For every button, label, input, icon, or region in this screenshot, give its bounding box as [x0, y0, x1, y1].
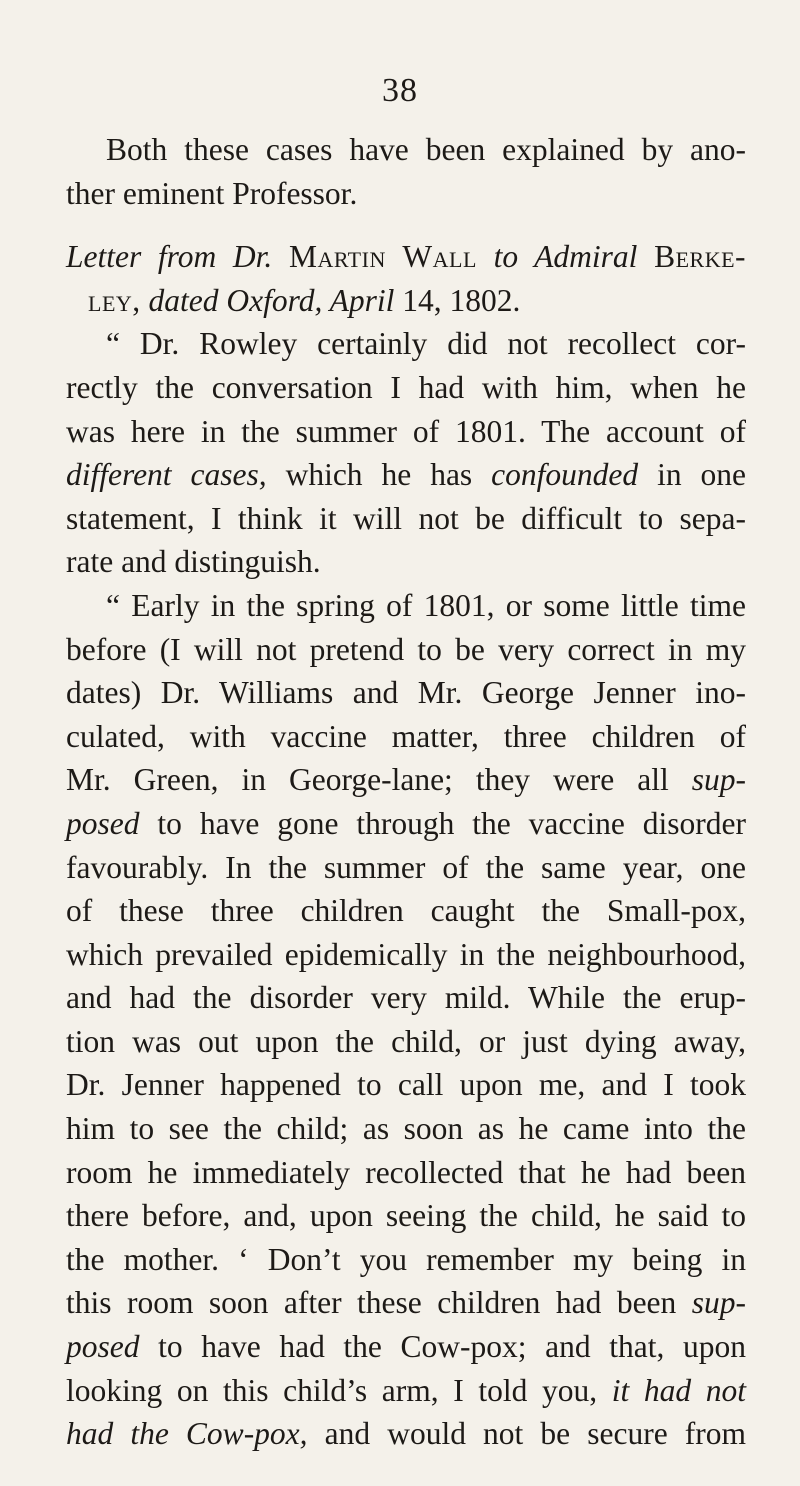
text-line: rectly the conversation I had with him, when he: [66, 369, 746, 405]
text-line: before (I will not pretend to be very correct in my: [66, 631, 746, 667]
text-run: to have had the Cow-pox; and that, upon: [158, 1329, 746, 1365]
text-line: Dr. Jenner happened to call upon me, and I took: [66, 1067, 746, 1103]
letter-paragraph-1: [66, 322, 746, 584]
text-run: Mr. Green, in George-lane; they were all: [66, 762, 669, 798]
text-line: [66, 758, 746, 802]
heading-recipient: Berke-: [654, 239, 747, 275]
page-number: 38: [382, 72, 418, 109]
emphasis: posed: [66, 805, 140, 841]
emphasis: sup-: [691, 762, 747, 798]
heading-line: [66, 235, 746, 279]
text-line: [66, 453, 746, 497]
text-line: rate and distinguish.: [66, 544, 321, 580]
text-line: [66, 1325, 746, 1369]
text-line: Both these cases have been explained by ano-: [106, 132, 746, 167]
heading-author: Martin Wall: [288, 239, 477, 275]
text-line: statement, I think it will not be difficult to sepa-: [66, 500, 746, 536]
text-line: “ Dr. Rowley certainly did not recollect cor-: [106, 326, 746, 362]
text-run: in one: [657, 457, 746, 493]
text-line: “ Early in the spring of 1801, or some little time: [106, 587, 746, 623]
text-line: which prevailed epidemically in the neighbourhood,: [66, 936, 746, 972]
text-run: this room soon after these children had been: [66, 1285, 677, 1321]
text-run: looking on this child’s arm, I told you,: [66, 1372, 598, 1408]
emphasis: confounded: [491, 457, 639, 493]
text-line: favourably. In the summer of the same year, one: [66, 849, 746, 885]
text-line: there before, and, upon seeing the child, he said to: [66, 1198, 746, 1234]
text-line: ther eminent Professor.: [66, 175, 358, 211]
heading-date: 14, 1802.: [402, 282, 521, 318]
body-text: [66, 128, 746, 1456]
heading-prefix: Letter from Dr.: [66, 239, 273, 275]
text-run: and would not be secure from: [324, 1416, 746, 1452]
text-line: [66, 1281, 746, 1325]
paragraph-gap: [66, 215, 746, 235]
text-line: dates) Dr. Williams and Mr. George Jenner ino-: [66, 675, 746, 711]
text-line: him to see the child; as soon as he came into the: [66, 1111, 746, 1147]
letter-paragraph-2: [66, 584, 746, 1456]
heading-recipient-title: to Admiral: [493, 239, 638, 275]
heading-dated: dated Oxford, April: [148, 282, 395, 318]
heading-recipient-cont: ley,: [88, 282, 141, 318]
text-line: was here in the summer of 1801. The account of: [66, 413, 746, 449]
letter-heading: [66, 235, 746, 322]
emphasis: had the Cow-pox,: [66, 1416, 308, 1452]
text-line: culated, with vaccine matter, three children of: [66, 718, 746, 754]
emphasis: different cases,: [66, 457, 267, 493]
emphasis: it had not: [611, 1372, 746, 1408]
text-line: the mother. ‘ Don’t you remember my being in: [66, 1241, 746, 1277]
text-line: tion was out upon the child, or just dying away,: [66, 1023, 746, 1059]
intro-paragraph: [66, 128, 746, 215]
heading-line: [66, 279, 746, 323]
emphasis: sup-: [691, 1285, 747, 1321]
text-line: [66, 1369, 746, 1413]
text-run: to have gone through the vaccine disorder: [157, 805, 746, 841]
emphasis: posed: [66, 1329, 140, 1365]
text-line: and had the disorder very mild. While the erup-: [66, 980, 746, 1016]
text-line: room he immediately recollected that he had been: [66, 1154, 746, 1190]
text-line: of these three children caught the Small-pox,: [66, 893, 746, 929]
text-line: [66, 1412, 746, 1456]
text-line: [66, 802, 746, 846]
text-run: which he has: [285, 457, 473, 493]
